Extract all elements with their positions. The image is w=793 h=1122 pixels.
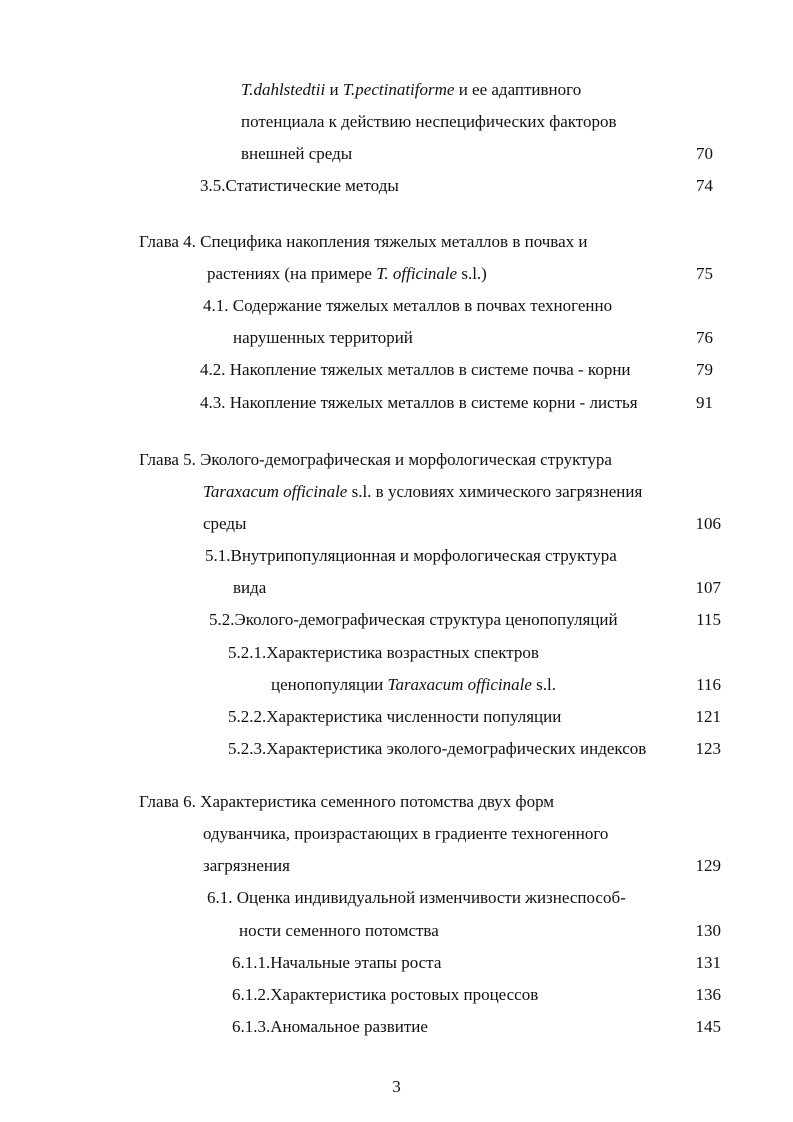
toc-entry-5-2-1-line1: 5.2.1.Характеристика возрастных спектров: [228, 643, 539, 662]
species-name: T.dahlstedtii: [241, 80, 326, 99]
species-name: Taraxacum officinale: [203, 482, 348, 501]
entry-text: ценопопуляции: [271, 675, 388, 694]
toc-entry-4-1-line1: 4.1. Содержание тяжелых металлов в почвах техногенно: [203, 296, 613, 315]
toc-page-number: 116: [696, 675, 721, 694]
conjunction: и: [325, 80, 343, 99]
toc-entry-5-2-3: 5.2.3.Характеристика эколого-демографических индексов: [228, 739, 647, 758]
toc-entry-3-5: 3.5.Статистические методы: [200, 176, 399, 195]
toc-page-number: 121: [695, 707, 721, 726]
toc-entry-5-1-line1: 5.1.Внутрипопуляционная и морфологическая структура: [205, 546, 617, 565]
page-number: 3: [392, 1077, 401, 1096]
toc-entry-5-2: 5.2.Эколого-демографическая структура ценопопуляций: [209, 610, 618, 629]
species-name: Taraxacum officinale: [387, 675, 532, 694]
toc-page-number: 75: [696, 264, 713, 283]
toc-page-number: 79: [696, 360, 713, 379]
toc-page-number: 136: [695, 985, 721, 1004]
toc-page-number: 91: [696, 393, 713, 412]
toc-entry-5-2-1-line2: [271, 675, 556, 695]
toc-page-number: 131: [695, 953, 721, 972]
toc-entry-6-1-2: 6.1.2.Характеристика ростовых процессов: [232, 985, 539, 1004]
toc-entry-6-1-1: 6.1.1.Начальные этапы роста: [232, 953, 442, 972]
toc-chapter-4-line2: [207, 264, 487, 284]
toc-chapter-4-line1: Глава 4. Специфика накопления тяжелых металлов в почвах и: [139, 232, 588, 251]
toc-entry-6-1-3: 6.1.3.Аномальное развитие: [232, 1017, 428, 1036]
toc-page-number: 115: [696, 610, 721, 629]
entry-text: растениях (на примере: [207, 264, 377, 283]
toc-page-number: 74: [696, 176, 713, 195]
toc-entry-4-2: 4.2. Накопление тяжелых металлов в системе почва - корни: [200, 360, 631, 379]
toc-entry-5-1-line2: вида: [233, 578, 267, 597]
toc-page-number: 123: [695, 739, 721, 758]
toc-entry-3-4-line1: [241, 80, 581, 100]
toc-entry-5-2-2: 5.2.2.Характеристика численности популяции: [228, 707, 562, 726]
species-name: T. officinale: [376, 264, 458, 283]
toc-entry-3-4-line3: внешней среды: [241, 144, 353, 163]
toc-page-number: 145: [695, 1017, 721, 1036]
toc-chapter-6-line3: загрязнения: [203, 856, 290, 875]
toc-chapter-5-line3: среды: [203, 514, 247, 533]
entry-text: s.l.: [531, 675, 556, 694]
toc-chapter-6-line2: одуванчика, произрастающих в градиенте техногенного: [203, 824, 609, 843]
toc-page-number: 76: [696, 328, 713, 347]
toc-entry-4-3: 4.3. Накопление тяжелых металлов в системе корни - листья: [200, 393, 638, 412]
toc-page-number: 130: [695, 921, 721, 940]
toc-chapter-6-line1: Глава 6. Характеристика семенного потомства двух форм: [139, 792, 555, 811]
toc-page-number: 107: [695, 578, 721, 597]
toc-entry-6-1-line2: ности семенного потомства: [239, 921, 439, 940]
toc-entry-6-1-line1: 6.1. Оценка индивидуальной изменчивости жизнеспособ-: [207, 888, 626, 907]
entry-text: s.l. в условиях химического загрязнения: [347, 482, 643, 501]
toc-entry-3-4-line2: потенциала к действию неспецифических факторов: [241, 112, 617, 131]
toc-page-number: 129: [695, 856, 721, 875]
toc-page-number: 70: [696, 144, 713, 163]
species-name: T.pectinatiforme: [342, 80, 455, 99]
entry-text: s.l.): [457, 264, 487, 283]
toc-page-number: 106: [695, 514, 721, 533]
toc-entry-4-1-line2: нарушенных территорий: [233, 328, 413, 347]
entry-text: и ее адаптивного: [454, 80, 582, 99]
toc-chapter-5-line2: [203, 482, 642, 502]
toc-chapter-5-line1: Глава 5. Эколого-демографическая и морфологическая структура: [139, 450, 612, 469]
